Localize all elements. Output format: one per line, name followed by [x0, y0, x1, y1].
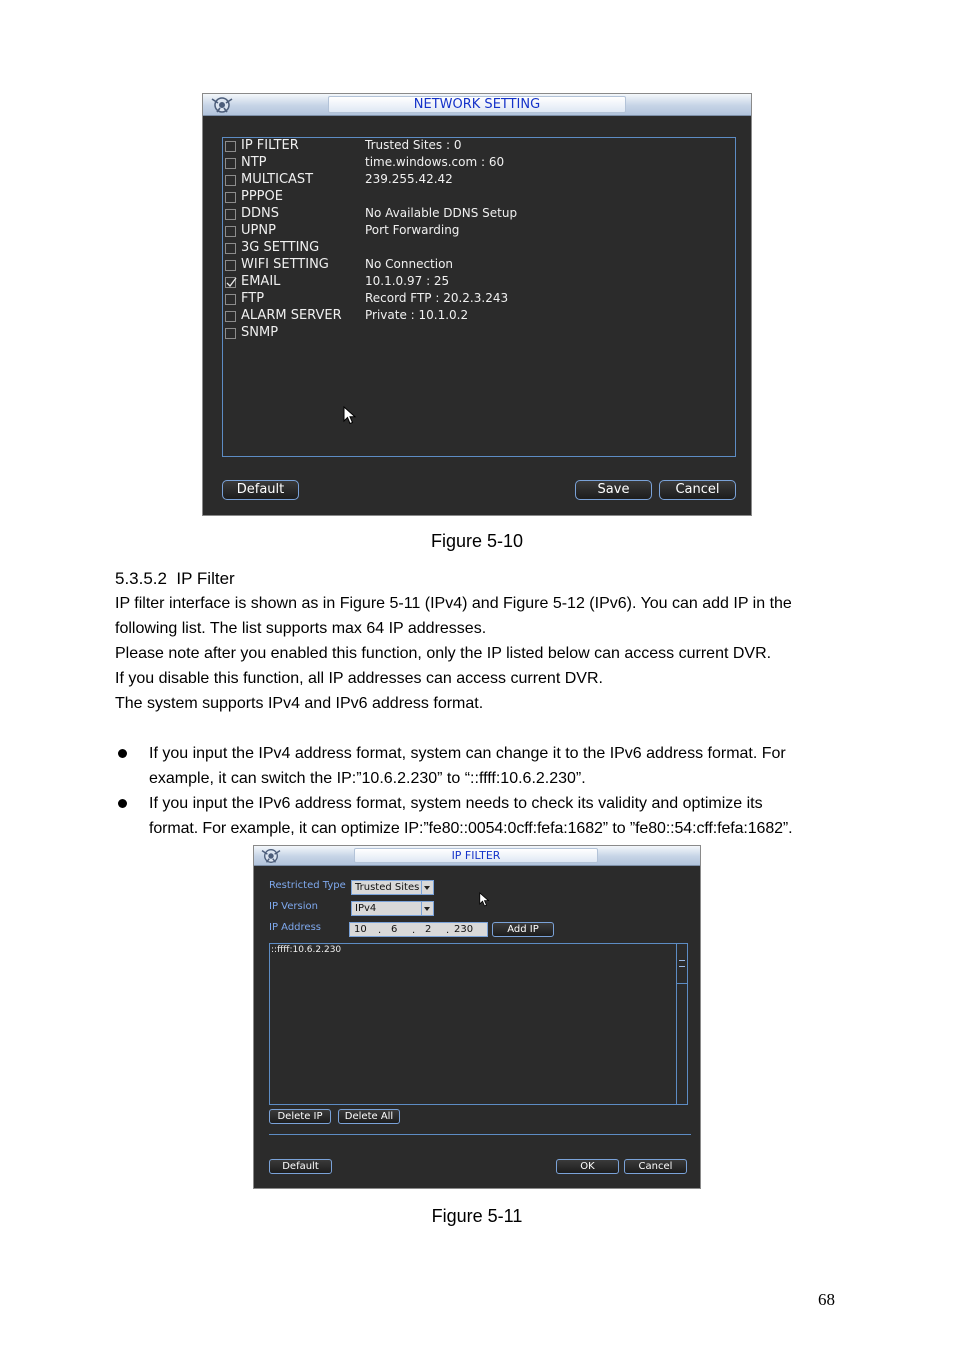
bullet-text: format. For example, it can optimize IP:”fe80::0054:0cff:fefa:1682” to ”fe80::54:cff:fefa:1682”. [149, 820, 793, 837]
option-value: Trusted Sites : 0 [365, 138, 462, 152]
ip-address-input[interactable] [349, 922, 488, 937]
option-value: Port Forwarding [365, 223, 460, 237]
option-label: IP FILTER [241, 138, 299, 153]
cancel-button[interactable]: Cancel [624, 1159, 687, 1174]
option-checkbox[interactable] [225, 294, 236, 305]
network-option-row[interactable] [223, 223, 735, 240]
option-value: Private : 10.1.0.2 [365, 308, 469, 322]
divider [269, 1134, 691, 1135]
figure-caption-5-10: Figure 5-10 [430, 531, 524, 551]
mouse-cursor-icon [343, 406, 357, 426]
option-checkbox[interactable] [225, 158, 236, 169]
option-label: EMAIL [241, 274, 281, 289]
ip-address-label: IP Address [269, 922, 321, 933]
bullet-text: If you input the IPv6 address format, system needs to check its validity and optimize its [149, 795, 763, 812]
bullet-icon [118, 799, 127, 808]
option-checkbox[interactable] [225, 260, 236, 271]
restricted-type-value: Trusted Sites [355, 882, 420, 893]
dvr-logo-icon [209, 95, 235, 115]
paragraph-line: Please note after you enabled this function, only the IP listed below can access current DVR. [115, 645, 772, 662]
option-label: WIFI SETTING [241, 257, 329, 272]
paragraph-line: IP filter interface is shown as in Figure 5-11 (IPv4) and Figure 5-12 (IPv6). You can add IP in the [115, 595, 792, 612]
ip-filter-titlebar [254, 846, 700, 866]
section-heading: 5.3.5.2 IP Filter [115, 569, 235, 588]
network-option-row[interactable] [223, 206, 735, 223]
network-setting-title: NETWORK SETTING [328, 96, 626, 113]
option-value: No Connection [365, 257, 454, 271]
ip-octet-3[interactable]: 2 [425, 924, 432, 935]
bullet-text: example, it can switch the IP:”10.6.2.230” to “::ffff:10.6.2.230”. [149, 770, 586, 787]
network-option-row[interactable] [223, 138, 735, 155]
delete-ip-button[interactable]: Delete IP [269, 1109, 331, 1124]
dropdown-arrow-icon[interactable] [421, 881, 433, 894]
ip-version-select[interactable] [351, 901, 434, 916]
ip-separator: . [412, 925, 416, 936]
option-label: ALARM SERVER [241, 308, 342, 323]
default-button[interactable]: Default [269, 1159, 332, 1174]
paragraph-line: following list. The list supports max 64 IP addresses. [115, 620, 487, 637]
option-checkbox-checked[interactable] [225, 277, 236, 288]
network-option-row[interactable] [223, 240, 735, 257]
network-setting-window [202, 93, 752, 516]
ip-filter-title: IP FILTER [354, 848, 598, 863]
restricted-type-label: Restricted Type [269, 880, 346, 891]
ip-separator: . [446, 925, 450, 936]
dvr-logo-icon [259, 847, 283, 865]
option-label: DDNS [241, 206, 279, 221]
option-checkbox[interactable] [225, 209, 236, 220]
option-checkbox[interactable] [225, 226, 236, 237]
network-option-row[interactable] [223, 274, 735, 291]
ip-octet-4[interactable]: 230 [454, 924, 474, 935]
list-scrollbar[interactable] [676, 944, 687, 1104]
paragraph-line: If you disable this function, all IP addresses can access current DVR. [115, 670, 603, 687]
network-option-row[interactable] [223, 155, 735, 172]
option-checkbox[interactable] [225, 328, 236, 339]
option-value: 239.255.42.42 [365, 172, 453, 186]
figure-caption-5-11: Figure 5-11 [431, 1206, 523, 1226]
dropdown-arrow-icon[interactable] [421, 902, 433, 915]
ip-octet-1[interactable]: 10 [354, 924, 367, 935]
network-options-panel [222, 137, 736, 457]
restricted-type-select[interactable] [351, 880, 434, 895]
option-value: No Available DDNS Setup [365, 206, 518, 220]
grip-icon [679, 960, 685, 967]
network-option-row[interactable] [223, 172, 735, 189]
checkmark-icon [225, 276, 238, 289]
network-setting-titlebar [203, 94, 751, 116]
bullet-icon [118, 749, 127, 758]
ip-list-item[interactable]: ::ffff:10.6.2.230 [271, 945, 342, 955]
option-label: UPNP [241, 223, 276, 238]
delete-all-button[interactable]: Delete All [338, 1109, 400, 1124]
ip-separator: . [378, 925, 382, 936]
network-option-row[interactable] [223, 257, 735, 274]
add-ip-button[interactable]: Add IP [492, 922, 554, 937]
option-label: FTP [241, 291, 265, 306]
ip-version-label: IP Version [269, 901, 318, 912]
ip-version-value: IPv4 [355, 903, 377, 914]
option-value: time.windows.com : 60 [365, 155, 505, 169]
default-button[interactable]: Default [222, 480, 299, 500]
option-checkbox[interactable] [225, 311, 236, 322]
option-checkbox[interactable] [225, 175, 236, 186]
cancel-button[interactable]: Cancel [659, 480, 736, 500]
option-label: SNMP [241, 325, 279, 340]
ip-filter-window [253, 845, 701, 1189]
ip-list-panel[interactable] [269, 943, 688, 1105]
option-label: 3G SETTING [241, 240, 320, 255]
mouse-cursor-icon [479, 892, 490, 908]
option-value: Record FTP : 20.2.3.243 [365, 291, 509, 305]
network-options-list [223, 138, 735, 456]
page-number: 68 [818, 1290, 835, 1309]
network-option-row[interactable] [223, 325, 735, 342]
save-button[interactable]: Save [575, 480, 652, 500]
bullet-text: If you input the IPv4 address format, system can change it to the IPv6 address format. For [149, 745, 786, 762]
network-option-row[interactable] [223, 308, 735, 325]
option-label: PPPOE [241, 189, 283, 204]
paragraph-line: The system supports IPv4 and IPv6 address format. [115, 695, 484, 712]
ok-button[interactable]: OK [556, 1159, 619, 1174]
scrollbar-thumb[interactable] [677, 944, 687, 984]
option-label: MULTICAST [241, 172, 314, 187]
option-checkbox[interactable] [225, 141, 236, 152]
option-value: 10.1.0.97 : 25 [365, 274, 450, 288]
network-option-row[interactable] [223, 189, 735, 206]
ip-octet-2[interactable]: 6 [391, 924, 398, 935]
option-checkbox[interactable] [225, 192, 236, 203]
option-label: NTP [241, 155, 267, 170]
option-checkbox[interactable] [225, 243, 236, 254]
network-option-row[interactable] [223, 291, 735, 308]
